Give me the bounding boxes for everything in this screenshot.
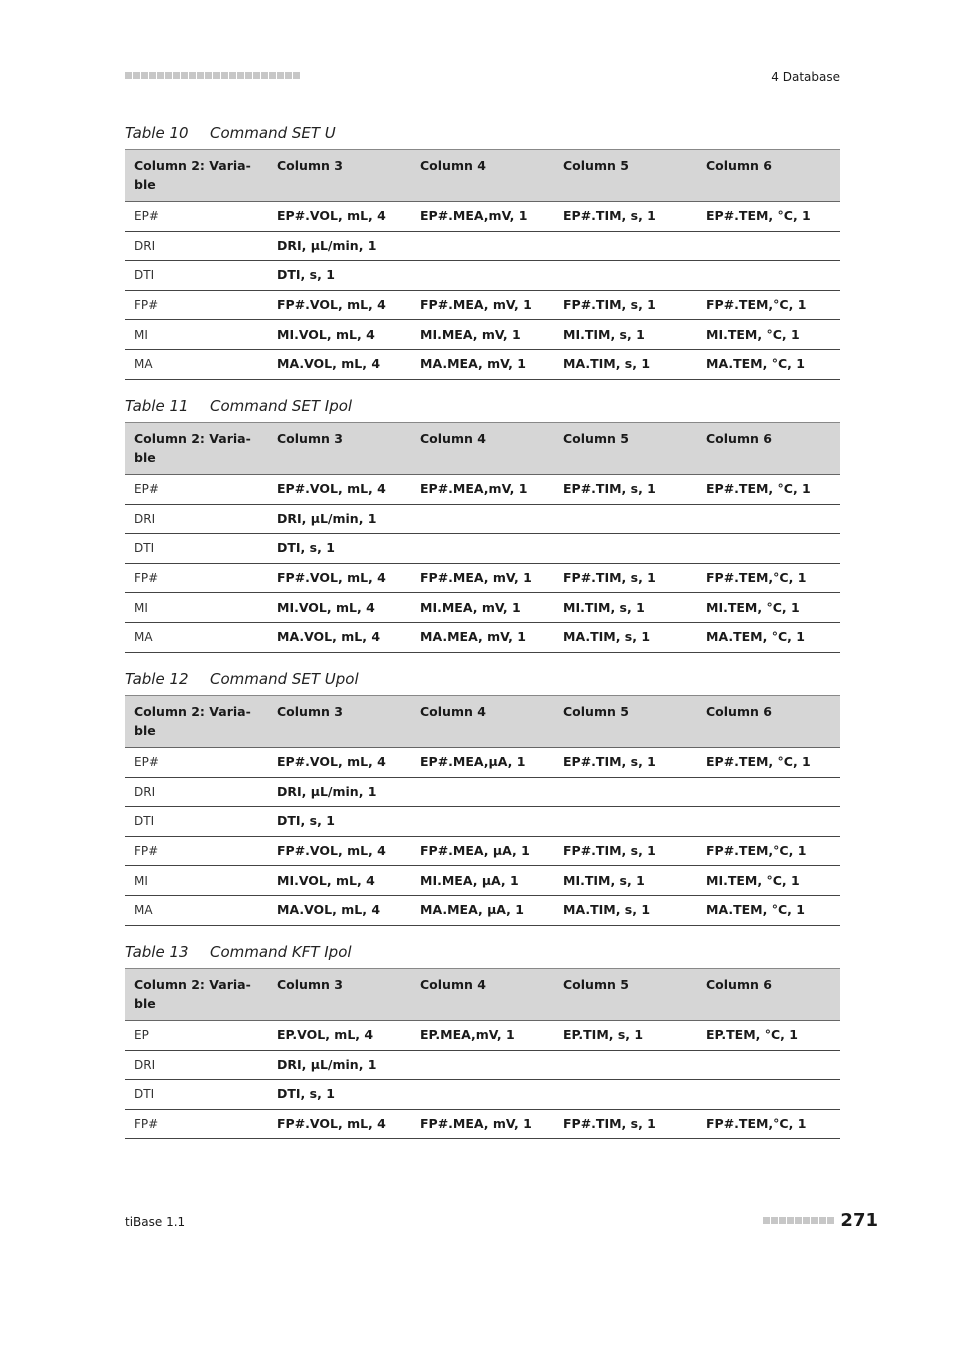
value-cell (554, 534, 697, 564)
table-row (125, 534, 840, 564)
value-cell: EP#.MEA,mV, 1 (411, 202, 554, 232)
value-cell: DTI, s, 1 (268, 807, 411, 837)
table-row (125, 777, 840, 807)
variable-cell: FP# (125, 290, 268, 320)
value-cell: FP#.TEM,°C, 1 (697, 563, 840, 593)
value-cell: FP#.MEA, mV, 1 (411, 563, 554, 593)
table-caption (125, 396, 840, 422)
value-cell: FP#.VOL, mL, 4 (268, 1109, 411, 1139)
column-header: Column 5 (554, 150, 697, 202)
footer-product: tiBase 1.1 (125, 1215, 186, 1229)
column-header: Column 2: Varia- ble (125, 150, 268, 202)
table-block (125, 396, 840, 653)
table-block (125, 123, 840, 380)
column-header: Column 5 (554, 696, 697, 748)
column-header: Column 5 (554, 423, 697, 475)
column-header: Column 2: Varia- ble (125, 969, 268, 1021)
value-cell: MI.TIM, s, 1 (554, 866, 697, 896)
table-title: Command SET Ipol (210, 397, 353, 415)
value-cell (411, 807, 554, 837)
value-cell (697, 534, 840, 564)
value-cell: FP#.TEM,°C, 1 (697, 290, 840, 320)
column-header: Column 3 (268, 969, 411, 1021)
value-cell: EP.TIM, s, 1 (554, 1021, 697, 1051)
value-cell (697, 504, 840, 534)
value-cell: FP#.VOL, mL, 4 (268, 836, 411, 866)
column-header: Column 2: Varia- ble (125, 423, 268, 475)
value-cell (697, 231, 840, 261)
column-header: Column 3 (268, 423, 411, 475)
value-cell (411, 231, 554, 261)
table-row (125, 202, 840, 232)
value-cell: DTI, s, 1 (268, 1080, 411, 1110)
value-cell (697, 261, 840, 291)
variable-cell: MA (125, 895, 268, 925)
variable-cell: DTI (125, 807, 268, 837)
value-cell: MA.TIM, s, 1 (554, 895, 697, 925)
value-cell (411, 1050, 554, 1080)
value-cell (411, 777, 554, 807)
table-label: Table 11 (125, 397, 189, 415)
value-cell: MA.TEM, °C, 1 (697, 895, 840, 925)
value-cell: FP#.MEA, mV, 1 (411, 1109, 554, 1139)
value-cell: FP#.TEM,°C, 1 (697, 1109, 840, 1139)
footer-decoration (763, 1217, 834, 1224)
column-header: Column 2: Varia- ble (125, 696, 268, 748)
value-cell: EP.MEA,mV, 1 (411, 1021, 554, 1051)
table-row (125, 231, 840, 261)
variable-cell: FP# (125, 1109, 268, 1139)
column-header: Column 3 (268, 696, 411, 748)
variable-cell: MI (125, 866, 268, 896)
variable-cell: DTI (125, 1080, 268, 1110)
variable-cell: EP# (125, 475, 268, 505)
value-cell: MI.TIM, s, 1 (554, 320, 697, 350)
value-cell: MI.MEA, mV, 1 (411, 593, 554, 623)
command-table (125, 422, 840, 653)
value-cell: DRI, µL/min, 1 (268, 231, 411, 261)
value-cell: EP#.MEA,mV, 1 (411, 475, 554, 505)
table-row (125, 895, 840, 925)
table-header-row (125, 969, 840, 1021)
command-table (125, 968, 840, 1139)
value-cell: FP#.TEM,°C, 1 (697, 836, 840, 866)
table-row (125, 807, 840, 837)
table-row (125, 1109, 840, 1139)
value-cell: EP#.MEA,µA, 1 (411, 748, 554, 778)
table-row (125, 748, 840, 778)
variable-cell: DTI (125, 534, 268, 564)
column-header: Column 6 (697, 696, 840, 748)
table-row (125, 1080, 840, 1110)
value-cell (697, 807, 840, 837)
value-cell (554, 807, 697, 837)
value-cell: MI.TEM, °C, 1 (697, 320, 840, 350)
value-cell: DRI, µL/min, 1 (268, 1050, 411, 1080)
value-cell: EP#.TIM, s, 1 (554, 475, 697, 505)
table-row (125, 563, 840, 593)
value-cell: MI.VOL, mL, 4 (268, 866, 411, 896)
variable-cell: DRI (125, 231, 268, 261)
variable-cell: FP# (125, 836, 268, 866)
value-cell: MI.MEA, µA, 1 (411, 866, 554, 896)
table-block (125, 942, 840, 1139)
table-caption (125, 123, 840, 149)
value-cell (554, 777, 697, 807)
column-header: Column 4 (411, 150, 554, 202)
value-cell: MA.TIM, s, 1 (554, 349, 697, 379)
table-block (125, 669, 840, 926)
value-cell: EP#.TEM, °C, 1 (697, 475, 840, 505)
value-cell: FP#.VOL, mL, 4 (268, 563, 411, 593)
value-cell: EP#.VOL, mL, 4 (268, 475, 411, 505)
value-cell: MA.VOL, mL, 4 (268, 349, 411, 379)
value-cell (697, 1050, 840, 1080)
value-cell: DRI, µL/min, 1 (268, 504, 411, 534)
value-cell (554, 261, 697, 291)
table-row (125, 320, 840, 350)
table-label: Table 10 (125, 124, 189, 142)
value-cell: DTI, s, 1 (268, 534, 411, 564)
value-cell: MA.TEM, °C, 1 (697, 349, 840, 379)
variable-cell: DTI (125, 261, 268, 291)
value-cell (697, 777, 840, 807)
variable-cell: MI (125, 593, 268, 623)
variable-cell: DRI (125, 1050, 268, 1080)
column-header: Column 4 (411, 423, 554, 475)
value-cell: MA.VOL, mL, 4 (268, 622, 411, 652)
value-cell: MI.TIM, s, 1 (554, 593, 697, 623)
value-cell (554, 504, 697, 534)
variable-cell: MA (125, 349, 268, 379)
table-row (125, 622, 840, 652)
header-decoration (125, 72, 300, 79)
footer-page (763, 1210, 878, 1231)
table-header-row (125, 150, 840, 202)
value-cell: EP#.TIM, s, 1 (554, 202, 697, 232)
command-table (125, 149, 840, 380)
variable-cell: DRI (125, 777, 268, 807)
value-cell: EP.VOL, mL, 4 (268, 1021, 411, 1051)
value-cell: EP#.VOL, mL, 4 (268, 202, 411, 232)
value-cell: MA.TIM, s, 1 (554, 622, 697, 652)
column-header: Column 4 (411, 969, 554, 1021)
table-row (125, 593, 840, 623)
value-cell: DRI, µL/min, 1 (268, 777, 411, 807)
value-cell (411, 534, 554, 564)
value-cell: MI.MEA, mV, 1 (411, 320, 554, 350)
table-label: Table 12 (125, 670, 189, 688)
value-cell: FP#.TIM, s, 1 (554, 836, 697, 866)
value-cell: EP#.VOL, mL, 4 (268, 748, 411, 778)
table-row (125, 349, 840, 379)
table-row (125, 475, 840, 505)
value-cell: FP#.TIM, s, 1 (554, 290, 697, 320)
table-header-row (125, 696, 840, 748)
table-title: Command SET U (210, 124, 336, 142)
variable-cell: DRI (125, 504, 268, 534)
value-cell (411, 261, 554, 291)
value-cell: EP#.TIM, s, 1 (554, 748, 697, 778)
column-header: Column 6 (697, 423, 840, 475)
variable-cell: EP# (125, 202, 268, 232)
column-header: Column 4 (411, 696, 554, 748)
value-cell (411, 1080, 554, 1110)
value-cell: FP#.MEA, µA, 1 (411, 836, 554, 866)
value-cell: EP.TEM, °C, 1 (697, 1021, 840, 1051)
table-row (125, 1050, 840, 1080)
value-cell: MA.MEA, mV, 1 (411, 349, 554, 379)
value-cell (697, 1080, 840, 1110)
value-cell: FP#.MEA, mV, 1 (411, 290, 554, 320)
variable-cell: EP (125, 1021, 268, 1051)
value-cell (554, 231, 697, 261)
value-cell: EP#.TEM, °C, 1 (697, 748, 840, 778)
table-title: Command KFT Ipol (210, 943, 352, 961)
value-cell: MA.VOL, mL, 4 (268, 895, 411, 925)
value-cell (411, 504, 554, 534)
table-caption (125, 669, 840, 695)
table-row (125, 1021, 840, 1051)
value-cell: FP#.TIM, s, 1 (554, 563, 697, 593)
value-cell: MA.TEM, °C, 1 (697, 622, 840, 652)
value-cell (554, 1050, 697, 1080)
value-cell: DTI, s, 1 (268, 261, 411, 291)
variable-cell: FP# (125, 563, 268, 593)
value-cell: MI.VOL, mL, 4 (268, 593, 411, 623)
table-row (125, 290, 840, 320)
section-header: 4 Database (771, 70, 840, 84)
value-cell: MI.VOL, mL, 4 (268, 320, 411, 350)
table-label: Table 13 (125, 943, 189, 961)
variable-cell: MA (125, 622, 268, 652)
table-caption (125, 942, 840, 968)
table-row (125, 866, 840, 896)
value-cell: FP#.VOL, mL, 4 (268, 290, 411, 320)
value-cell (554, 1080, 697, 1110)
column-header: Column 6 (697, 150, 840, 202)
table-header-row (125, 423, 840, 475)
column-header: Column 5 (554, 969, 697, 1021)
column-header: Column 3 (268, 150, 411, 202)
value-cell: MI.TEM, °C, 1 (697, 593, 840, 623)
value-cell: MI.TEM, °C, 1 (697, 866, 840, 896)
table-row (125, 261, 840, 291)
table-title: Command SET Upol (210, 670, 359, 688)
value-cell: EP#.TEM, °C, 1 (697, 202, 840, 232)
table-row (125, 504, 840, 534)
value-cell: MA.MEA, µA, 1 (411, 895, 554, 925)
variable-cell: MI (125, 320, 268, 350)
value-cell: MA.MEA, mV, 1 (411, 622, 554, 652)
page-number: 271 (840, 1210, 878, 1231)
command-table (125, 695, 840, 926)
value-cell: FP#.TIM, s, 1 (554, 1109, 697, 1139)
table-row (125, 836, 840, 866)
column-header: Column 6 (697, 969, 840, 1021)
variable-cell: EP# (125, 748, 268, 778)
